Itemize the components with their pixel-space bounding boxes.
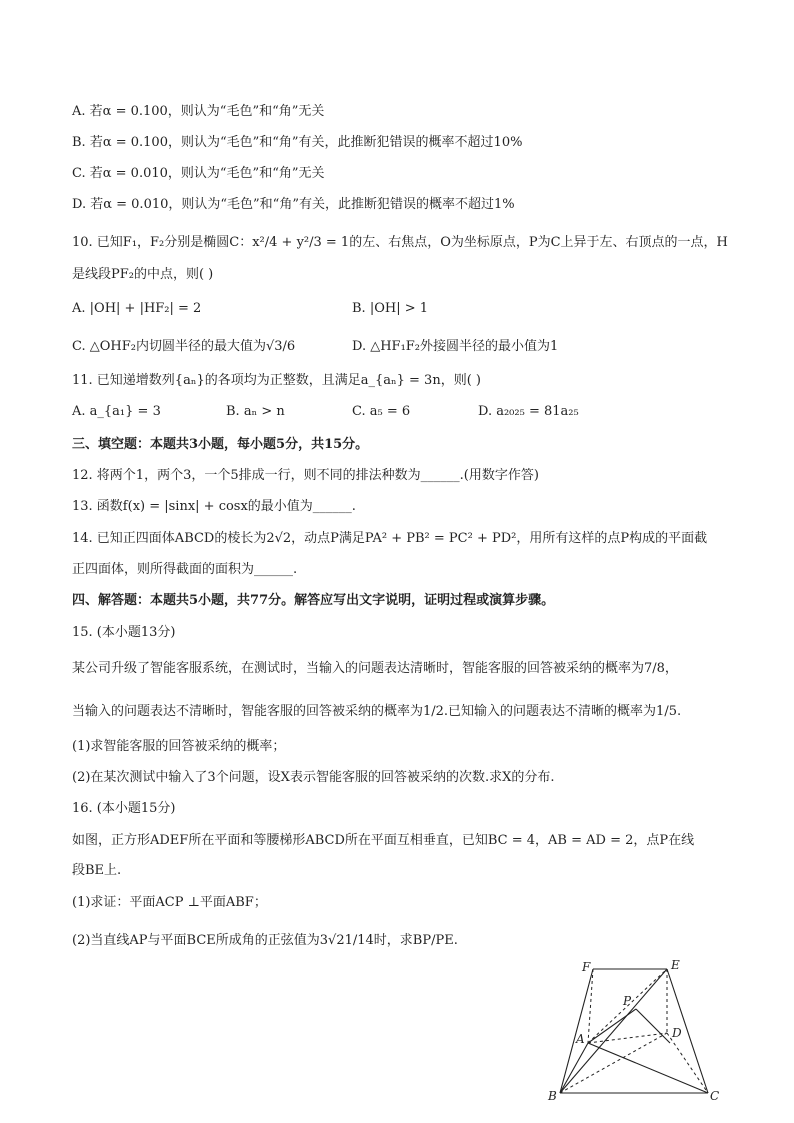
q9-option-a: A. 若α = 0.100，则认为“毛色”和“角”无关 (72, 104, 325, 119)
q10-option-a: A. |OH| + |HF₂| = 2 (72, 301, 202, 316)
q16-header: 16. (本小题15分) (72, 801, 176, 816)
q10-stem-line2: 是线段PF₂的中点，则( ) (72, 267, 214, 282)
q9-option-d: D. 若α = 0.010，则认为“毛色”和“角”有关，此推断犯错误的概率不超过1% (72, 197, 515, 212)
edge-ba (560, 1043, 588, 1093)
q13: 13. 函数f(x) = |sinx| + cosx的最小值为______. (72, 499, 356, 514)
q14-line1: 14. 已知正四面体ABCD的棱长为2√2，动点P满足PA² + PB² = PC² + PD²，用所有这样的点P构成的平面截 (72, 531, 708, 546)
q9-option-b: B. 若α = 0.100，则认为“毛色”和“角”有关，此推断犯错误的概率不超过10% (72, 135, 523, 150)
edge-ac (588, 1043, 708, 1093)
q15-text-line2: 当输入的问题表达不清晰时，智能客服的回答被采纳的概率为1/2.已知输入的问题表达不清晰的概率为1/5. (72, 704, 682, 719)
section-4-heading: 四、解答题：本题共5小题，共77分。解答应写出文字说明，证明过程或演算步骤。 (72, 593, 555, 608)
q15-header: 15. (本小题13分) (72, 625, 176, 640)
label-f: F (582, 960, 591, 974)
q11-option-d: D. a₂₀₂₅ = 81a₂₅ (478, 404, 579, 419)
q10-stem-line1: 10. 已知F₁，F₂分别是椭圆C：x²/4 + y²/3 = 1的左、右焦点，O为坐标原点，P为C上异于左、右顶点的一点，H (72, 235, 728, 250)
label-a: A (576, 1032, 585, 1046)
q10-option-d: D. △HF₁F₂外接圆半径的最小值为1 (352, 339, 559, 354)
q16-text-line2: 段BE上. (72, 863, 122, 878)
q12: 12. 将两个1，两个3，一个5排成一行，则不同的排法种数为______.(用数字作答) (72, 468, 539, 483)
edge-ap (588, 1009, 636, 1043)
label-b: B (548, 1089, 557, 1103)
edge-pd-ish (636, 1009, 670, 1043)
q11-option-a: A. a_{a₁} = 3 (72, 404, 161, 419)
q16-text-line1: 如图，正方形ADEF所在平面和等腰梯形ABCD所在平面互相垂直，已知BC = 4，AB = AD = 2，点P在线 (72, 833, 695, 848)
q15-part1: (1)求智能客服的回答被采纳的概率； (72, 739, 286, 754)
label-p: P (623, 994, 632, 1008)
q9-option-c: C. 若α = 0.010，则认为“毛色”和“角”无关 (72, 166, 325, 181)
section-3-heading: 三、填空题：本题共3小题，每小题5分，共15分。 (72, 437, 369, 452)
q16-part1: (1)求证：平面ACP ⊥平面ABF； (72, 895, 267, 910)
q10-option-c: C. △OHF₂内切圆半径的最大值为√3/6 (72, 339, 296, 354)
q16-part2: (2)当直线AP与平面BCE所成角的正弦值为3√21/14时，求BP/PE. (72, 933, 458, 948)
q14-line2: 正四面体，则所得截面的面积为______. (72, 562, 298, 577)
q11-stem: 11. 已知递增数列{aₙ}的各项均为正整数，且满足a_{aₙ} = 3n，则( ) (72, 373, 481, 388)
label-c: C (710, 1089, 720, 1103)
label-e: E (671, 958, 680, 972)
q11-option-c: C. a₅ = 6 (352, 404, 411, 419)
geometry-figure (540, 955, 740, 1105)
q11-option-b: B. aₙ > n (226, 404, 285, 419)
label-d: D (672, 1026, 682, 1040)
q10-option-b: B. |OH| > 1 (352, 301, 429, 316)
q15-text-line1: 某公司升级了智能客服系统，在测试时，当输入的问题表达清晰时，智能客服的回答被采纳的概率为7/8， (72, 661, 678, 676)
q15-part2: (2)在某次测试中输入了3个问题，设X表示智能客服的回答被采纳的次数.求X的分布. (72, 770, 555, 785)
